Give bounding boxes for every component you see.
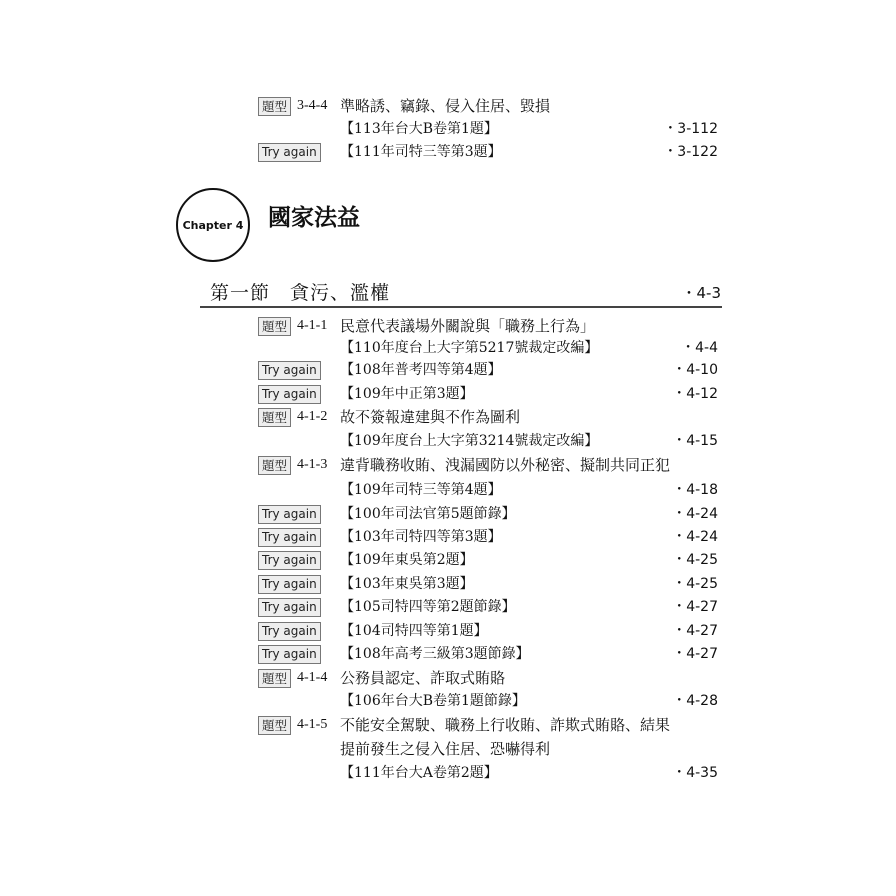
question-type-tag: 題型	[258, 317, 291, 336]
entry-title: 民意代表議場外關說與「職務上行為」	[340, 317, 596, 335]
entry-title: 故不簽報違建與不作為圖利	[340, 408, 521, 426]
entry-source: 【100年司法官第5題節錄】	[340, 506, 516, 522]
entry-source: 【106年台大B卷第1題節錄】	[340, 693, 526, 709]
try-again-tag: Try again	[258, 528, 321, 547]
toc-entry-row[interactable]	[258, 573, 718, 595]
try-again-tag: Try again	[258, 575, 321, 594]
entry-title: 違背職務收賄、洩漏國防以外秘密、擬制共同正犯	[340, 456, 671, 474]
entry-source: 【109年中正第3題】	[340, 386, 474, 402]
toc-entry-row[interactable]	[258, 549, 718, 571]
section-divider	[200, 306, 722, 308]
chapter-badge	[176, 188, 250, 262]
entry-title: 公務員認定、詐取式賄賂	[340, 669, 506, 687]
entry-source: 【109年東吳第2題】	[340, 552, 474, 568]
entry-page: ・4-4	[681, 340, 718, 356]
entry-page: ・4-25	[672, 576, 718, 592]
section-page: ・4-3	[681, 284, 721, 302]
entry-title: 準略誘、竊錄、侵入住居、毀損	[340, 97, 551, 115]
entry-source: 【104司特四等第1題】	[340, 623, 488, 639]
try-again-tag: Try again	[258, 385, 321, 404]
try-again-tag: Try again	[258, 645, 321, 664]
toc-entry-row[interactable]	[258, 315, 718, 337]
toc-entry-row[interactable]	[258, 430, 718, 452]
entry-source: 【111年台大A卷第2題】	[340, 765, 498, 781]
question-code: 3-4-4	[297, 98, 328, 113]
try-again-tag: Try again	[258, 505, 321, 524]
question-code: 4-1-4	[297, 670, 328, 685]
entry-page: ・4-27	[672, 599, 718, 615]
try-again-tag: Try again	[258, 361, 321, 380]
entry-page: ・4-27	[672, 623, 718, 639]
entry-page: ・4-12	[672, 386, 718, 402]
entry-source: 【109年度台上大字第3214號裁定改編】	[340, 433, 599, 449]
entry-source: 【103年司特四等第3題】	[340, 529, 502, 545]
question-code: 4-1-5	[297, 717, 328, 732]
question-type-tag: 題型	[258, 97, 291, 116]
question-type-tag: 題型	[258, 456, 291, 475]
toc-entry-row[interactable]	[258, 454, 718, 476]
toc-entry-row[interactable]	[258, 383, 718, 405]
question-type-tag: 題型	[258, 716, 291, 735]
try-again-tag: Try again	[258, 598, 321, 617]
chapter-label: Chapter 4	[182, 218, 244, 232]
entry-page: ・3-122	[663, 144, 718, 160]
toc-entry-row[interactable]	[258, 141, 718, 163]
entry-page: ・4-35	[672, 765, 718, 781]
entry-source: 【113年台大B卷第1題】	[340, 121, 498, 137]
toc-entry-row[interactable]	[258, 596, 718, 618]
entry-title: 不能安全駕駛、職務上行收賄、詐欺式賄賂、結果	[340, 716, 671, 734]
toc-entry-row[interactable]	[258, 738, 718, 760]
toc-entry-row[interactable]	[258, 643, 718, 665]
try-again-tag: Try again	[258, 551, 321, 570]
entry-page: ・4-24	[672, 529, 718, 545]
entry-page: ・4-18	[672, 482, 718, 498]
toc-entry-row[interactable]	[258, 620, 718, 642]
entry-title-continued: 提前發生之侵入住居、恐嚇得利	[340, 740, 551, 758]
entry-page: ・4-25	[672, 552, 718, 568]
toc-entry-row[interactable]	[258, 762, 718, 784]
question-code: 4-1-2	[297, 409, 328, 424]
entry-page: ・4-28	[672, 693, 718, 709]
entry-page: ・4-24	[672, 506, 718, 522]
question-code: 4-1-1	[297, 318, 328, 333]
entry-page: ・3-112	[663, 121, 718, 137]
toc-entry-row[interactable]	[258, 526, 718, 548]
toc-entry-row[interactable]	[258, 359, 718, 381]
entry-page: ・4-10	[672, 362, 718, 378]
chapter-title[interactable]: 國家法益	[268, 205, 360, 231]
toc-entry-row[interactable]	[258, 690, 718, 712]
toc-entry-row[interactable]	[258, 503, 718, 525]
toc-entry-row[interactable]	[258, 118, 718, 140]
entry-source: 【103年東吳第3題】	[340, 576, 474, 592]
entry-source: 【109年司特三等第4題】	[340, 482, 502, 498]
entry-source: 【110年度台上大字第5217號裁定改編】	[340, 340, 599, 356]
entry-source: 【108年高考三級第3題節錄】	[340, 646, 530, 662]
toc-entry-row[interactable]	[258, 406, 718, 428]
entry-page: ・4-27	[672, 646, 718, 662]
entry-source: 【111年司特三等第3題】	[340, 144, 502, 160]
entry-source: 【105司特四等第2題節錄】	[340, 599, 516, 615]
toc-entry-row[interactable]	[258, 95, 718, 117]
toc-entry-row[interactable]	[258, 667, 718, 689]
question-type-tag: 題型	[258, 669, 291, 688]
question-type-tag: 題型	[258, 408, 291, 427]
section-title[interactable]: 第一節 貪污、濫權	[210, 282, 391, 304]
toc-entry-row[interactable]	[258, 337, 718, 359]
try-again-tag: Try again	[258, 143, 321, 162]
entry-page: ・4-15	[672, 433, 718, 449]
question-code: 4-1-3	[297, 457, 328, 472]
entry-source: 【108年普考四等第4題】	[340, 362, 502, 378]
toc-entry-row[interactable]	[258, 479, 718, 501]
toc-entry-row[interactable]	[258, 714, 718, 736]
try-again-tag: Try again	[258, 622, 321, 641]
